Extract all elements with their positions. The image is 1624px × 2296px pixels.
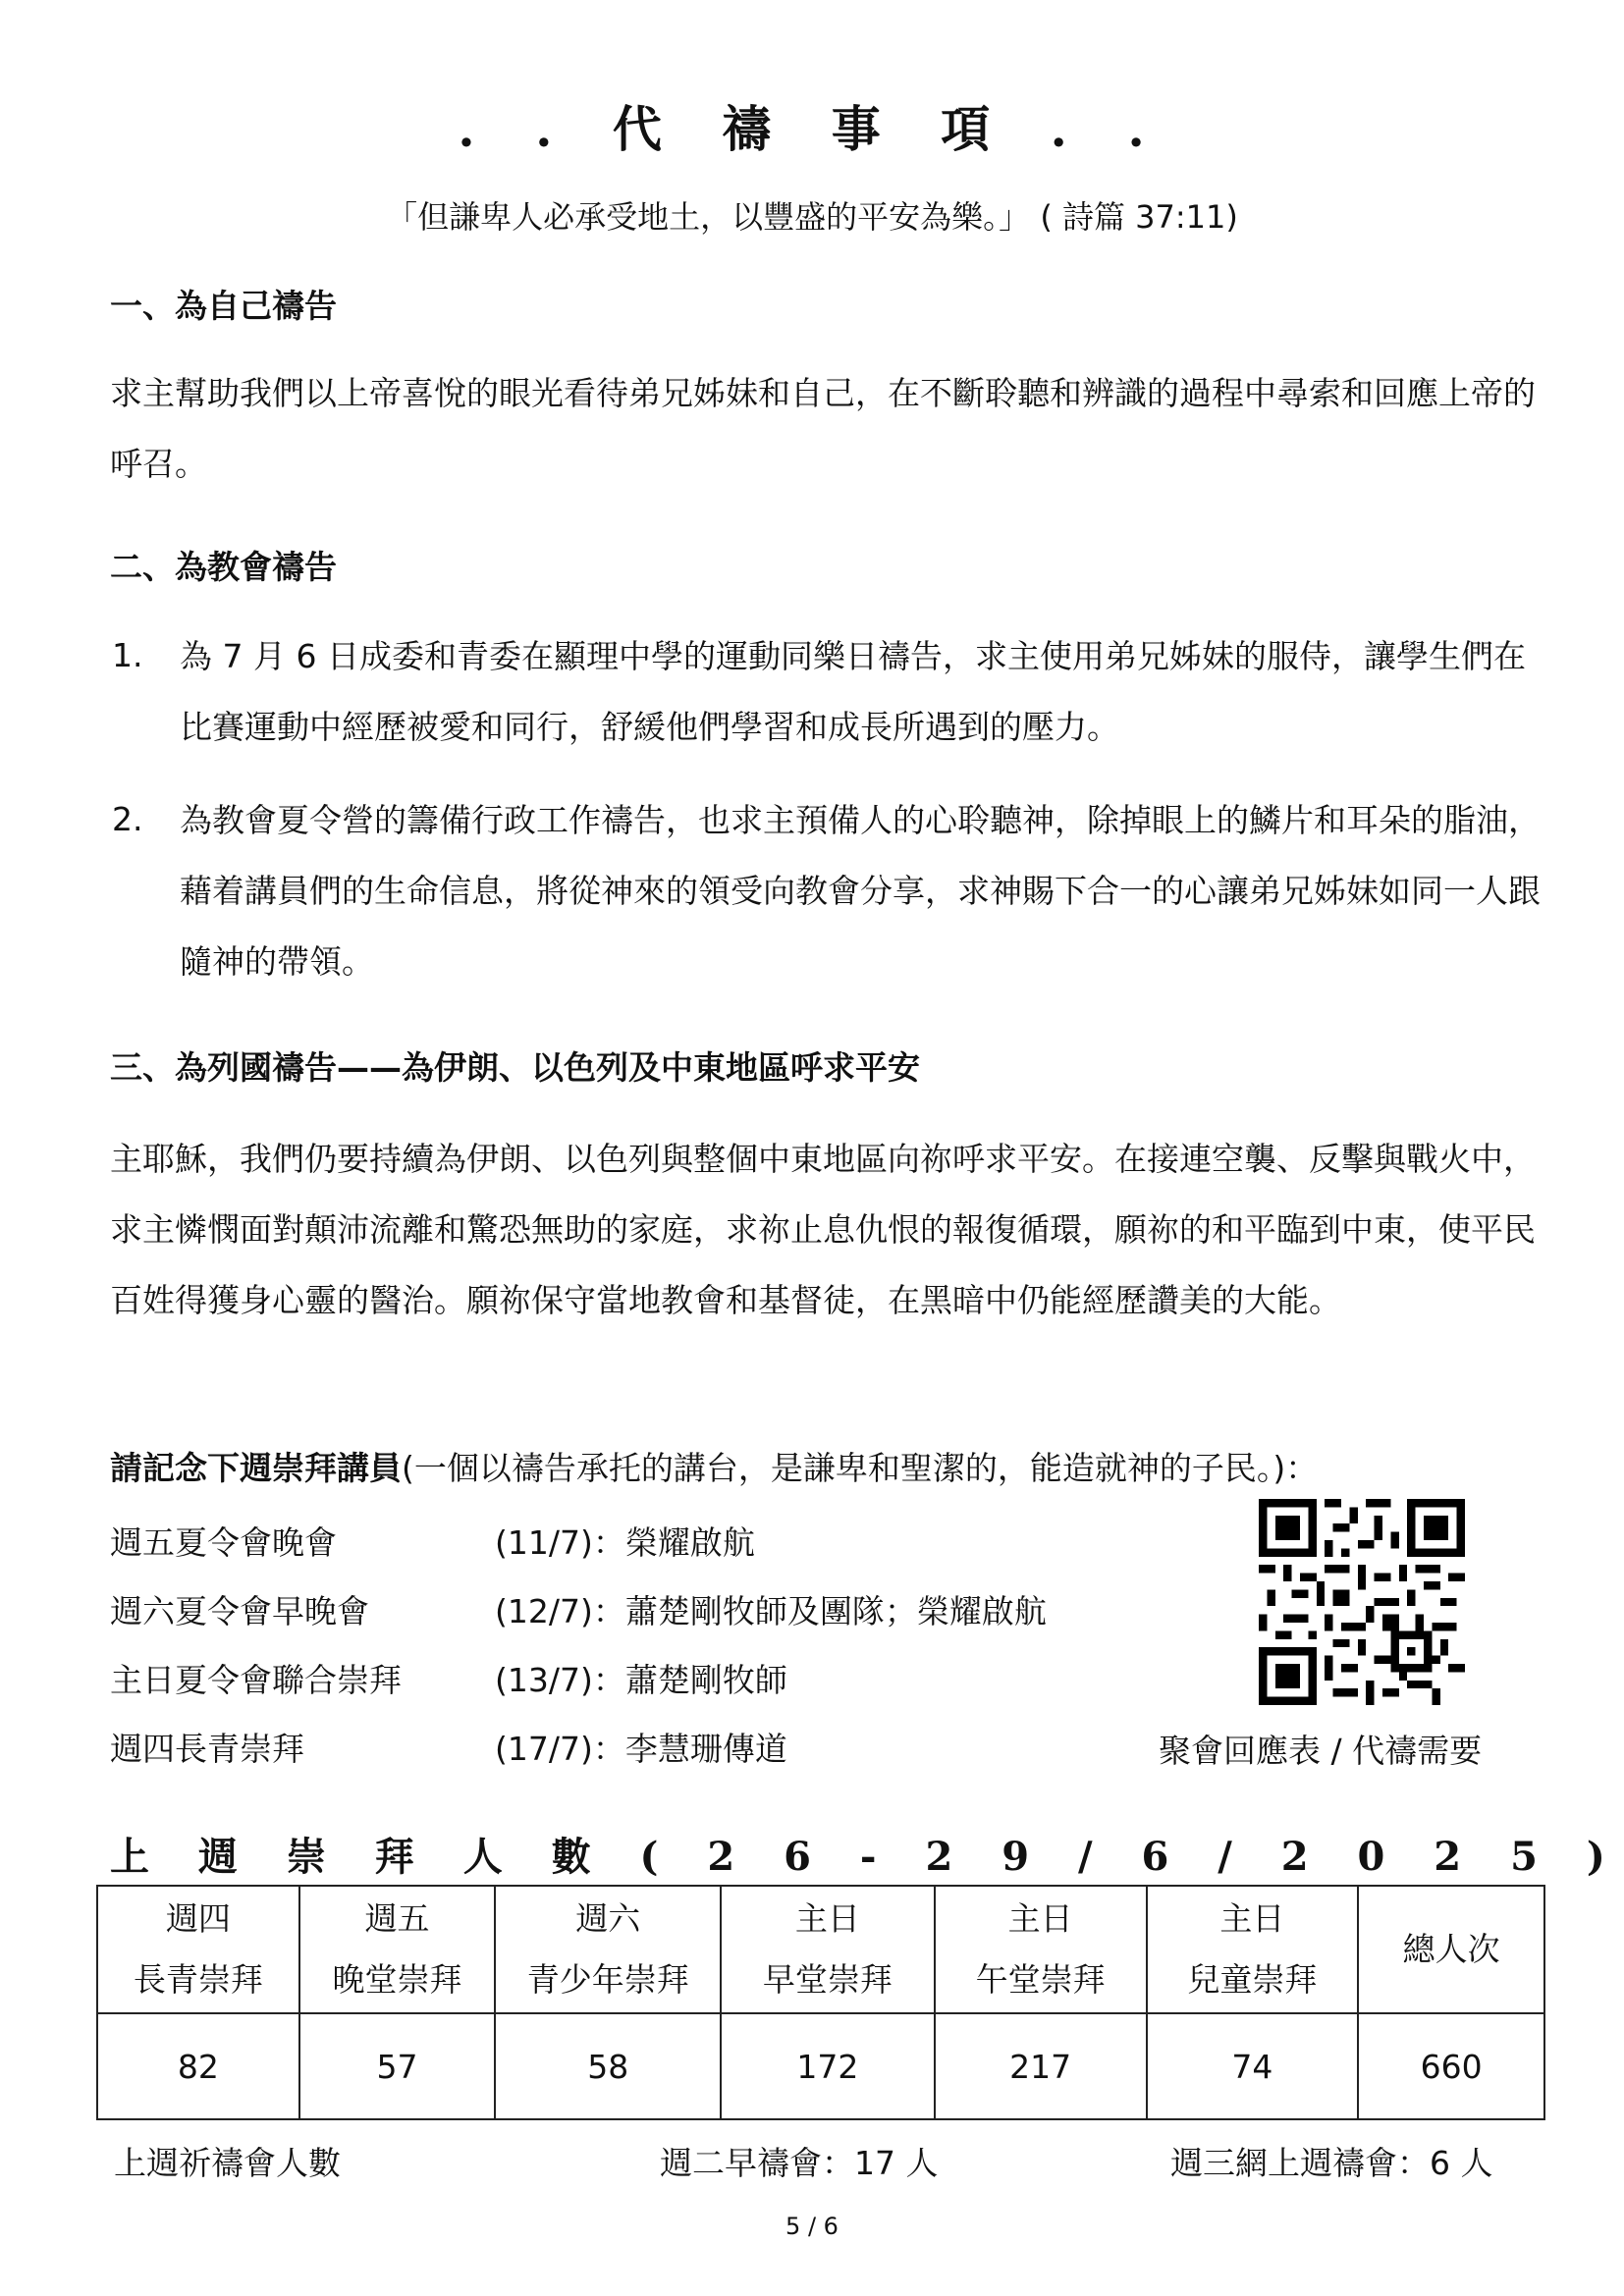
scripture-verse: 「但謙卑人必承受地土，以豐盛的平安為樂。」 ( 詩篇 37:11) [386,198,1238,236]
table-cell: 58 [495,2013,721,2119]
schedule-name: 主日夏令會聯合崇拜 [110,1661,402,1699]
schedule-name: 週五夏令會晚會 [110,1523,337,1562]
table-header-cell: 週五 晚堂崇拜 [299,1886,496,2013]
table-header-cell: 主日 早堂崇拜 [721,1886,935,2013]
schedule-detail: (17/7)：李慧珊傳道 [495,1730,787,1768]
table-header-cell: 週四 長青崇拜 [97,1886,299,2013]
table-cell: 172 [721,2013,935,2119]
table-cell: 74 [1147,2013,1359,2119]
schedule-detail: (13/7)：蕭楚剛牧師 [495,1661,787,1699]
schedule-name: 週四長青崇拜 [110,1730,304,1768]
section-heading-self: 一、為自己禱告 [110,287,337,325]
page-title: . . 代 禱 事 項 . . [458,100,1166,158]
table-cell-total: 660 [1358,2013,1544,2119]
section-body-self: 求主幫助我們以上帝喜悅的眼光看待弟兄姊妹和自己，在不斷聆聽和辨識的過程中尋索和回應上帝的呼召。 [110,374,1536,483]
table-header-row [97,1886,1544,2013]
list-item-text: 為教會夏令營的籌備行政工作禱告，也求主預備人的心聆聽神，除掉眼上的鱗片和耳朵的脂油，藉着講員們的生命信息，將從神來的領受向教會分享，求神賜下合一的心讓弟兄姊妹如同一人跟隨神的帶領。 [180,801,1541,981]
list-item-number: 2. [112,800,143,838]
speakers-intro-bold: 請記念下週崇拜講員 [110,1449,402,1487]
section-body-nations: 主耶穌，我們仍要持續為伊朗、以色列與整個中東地區向祢呼求平安。在接連空襲、反擊與戰火中，求主憐憫面對顛沛流離和驚恐無助的家庭，求祢止息仇恨的報復循環，願祢的和平臨到中東，使平民百姓得獲身心靈的醫治。願祢保守當地教會和基督徒，在黑暗中仍能經歷讚美的大能。 [110,1140,1536,1319]
list-item-number: 1. [112,636,143,674]
attendance-table [96,1885,1545,2120]
table-header-cell: 主日 兒童崇拜 [1147,1886,1359,2013]
page-number: 5 / 6 [785,2213,839,2240]
qr-code[interactable] [1259,1499,1465,1705]
schedule-name: 週六夏令會早晚會 [110,1592,369,1630]
qr-caption: 聚會回應表 / 代禱需要 [1159,1732,1483,1770]
table-cell: 57 [299,2013,496,2119]
table-cell: 217 [935,2013,1147,2119]
prayer-meeting-label: 上週祈禱會人數 [114,2144,341,2182]
table-header-cell-total: 總人次 [1358,1886,1544,2013]
table-header-cell: 週六 青少年崇拜 [495,1886,721,2013]
table-header-cell: 主日 午堂崇拜 [935,1886,1147,2013]
list-item-text: 為 7 月 6 日成委和青委在顯理中學的運動同樂日禱告，求主使用弟兄姊妹的服侍，讓學生們在比賽運動中經歷被愛和同行，舒緩他們學習和成長所遇到的壓力。 [180,637,1526,746]
speakers-intro [110,1443,1318,1489]
tuesday-prayer-count: 週二早禱會：17 人 [660,2144,939,2182]
section-heading-church: 二、為教會禱告 [110,548,337,586]
section-heading-nations: 三、為列國禱告——為伊朗、以色列及中東地區呼求平安 [110,1048,920,1087]
table-row [97,2013,1544,2119]
attendance-title: 上 週 崇 拜 人 數 ( 2 6 - 2 9 / 6 / 2 0 2 5 ) [110,1834,1623,1880]
schedule-detail: (12/7)：蕭楚剛牧師及團隊；榮耀啟航 [495,1592,1047,1630]
schedule-detail: (11/7)：榮耀啟航 [495,1523,755,1562]
wednesday-prayer-count: 週三網上週禱會：6 人 [1170,2144,1493,2182]
table-cell: 82 [97,2013,299,2119]
speakers-intro-note: (一個以禱告承托的講台，是謙卑和聖潔的，能造就神的子民。)： [402,1449,1319,1487]
